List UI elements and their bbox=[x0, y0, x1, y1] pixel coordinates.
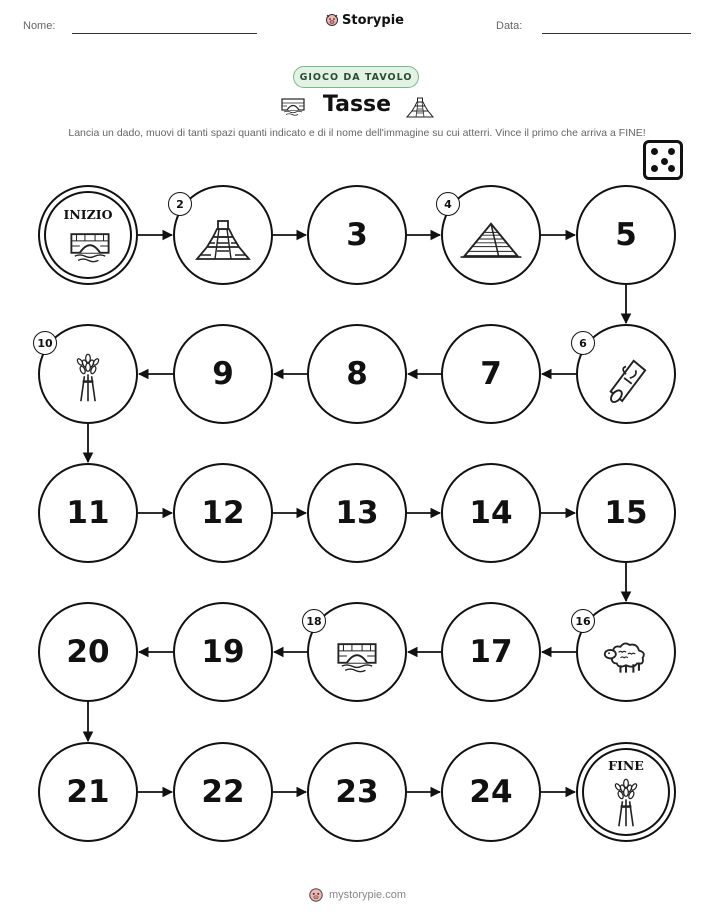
board-space-12 bbox=[173, 463, 273, 563]
scroll-icon bbox=[603, 353, 649, 407]
space-number-badge: 16 bbox=[571, 609, 595, 633]
space-number-badge: 18 bbox=[302, 609, 326, 633]
space-number: 12 bbox=[201, 495, 245, 531]
space-number: 15 bbox=[604, 495, 648, 531]
board-space-9 bbox=[173, 324, 273, 424]
board-space-24 bbox=[441, 742, 541, 842]
board-space-14 bbox=[441, 463, 541, 563]
pyramid-icon bbox=[460, 220, 522, 262]
space-number: 19 bbox=[201, 634, 245, 670]
footer bbox=[0, 886, 714, 904]
footer-url[interactable]: mystorypie.com bbox=[328, 889, 407, 901]
space-number-badge: 10 bbox=[33, 331, 57, 355]
page-title: Tasse bbox=[322, 92, 392, 117]
finish-space bbox=[576, 742, 676, 842]
space-number: 24 bbox=[469, 774, 513, 810]
board-space-13 bbox=[307, 463, 407, 563]
game-type-badge: GIOCO DA TAVOLO bbox=[293, 66, 419, 88]
pig-mascot-icon bbox=[308, 886, 324, 904]
space-number: 21 bbox=[66, 774, 110, 810]
board-space-15 bbox=[576, 463, 676, 563]
board-space-22 bbox=[173, 742, 273, 842]
board-space-20 bbox=[38, 602, 138, 702]
board-space-5 bbox=[576, 185, 676, 285]
name-label: Nome: bbox=[23, 20, 56, 32]
board-space-23 bbox=[307, 742, 407, 842]
brand-name: Storypie bbox=[342, 12, 404, 28]
space-number: 11 bbox=[66, 495, 110, 531]
board-space-7 bbox=[441, 324, 541, 424]
space-number-badge: 2 bbox=[168, 192, 192, 216]
board-space-21 bbox=[38, 742, 138, 842]
space-number: 5 bbox=[615, 217, 637, 253]
instructions-text: Lancia un dado, muovi di tanti spazi quanti indicato e di il nome dell'immagine su cui atterri. Vince il primo che arriva a FINE! bbox=[68, 127, 646, 139]
space-number: 7 bbox=[480, 356, 502, 392]
board-space-17 bbox=[441, 602, 541, 702]
wheat-icon bbox=[611, 778, 641, 832]
date-label: Data: bbox=[496, 20, 523, 32]
sheep-icon bbox=[602, 637, 650, 679]
space-number: 14 bbox=[469, 495, 513, 531]
start-space bbox=[38, 185, 138, 285]
space-number-badge: 4 bbox=[436, 192, 460, 216]
finish-label: FINE bbox=[608, 758, 644, 773]
pyramid-temple-icon bbox=[193, 217, 253, 265]
board-space-3 bbox=[307, 185, 407, 285]
space-number: 13 bbox=[335, 495, 379, 531]
wheat-icon bbox=[73, 353, 103, 407]
space-number: 22 bbox=[201, 774, 245, 810]
board-space-8 bbox=[307, 324, 407, 424]
space-number: 20 bbox=[66, 634, 110, 670]
bridge-icon bbox=[335, 639, 379, 677]
board-space-11 bbox=[38, 463, 138, 563]
space-number-badge: 6 bbox=[571, 331, 595, 355]
space-number: 3 bbox=[346, 217, 368, 253]
space-number: 9 bbox=[212, 356, 234, 392]
space-number: 17 bbox=[469, 634, 513, 670]
bridge-icon bbox=[68, 229, 112, 267]
start-label: INIZIO bbox=[63, 207, 113, 222]
space-number: 23 bbox=[335, 774, 379, 810]
board-space-19 bbox=[173, 602, 273, 702]
space-number: 8 bbox=[346, 356, 368, 392]
